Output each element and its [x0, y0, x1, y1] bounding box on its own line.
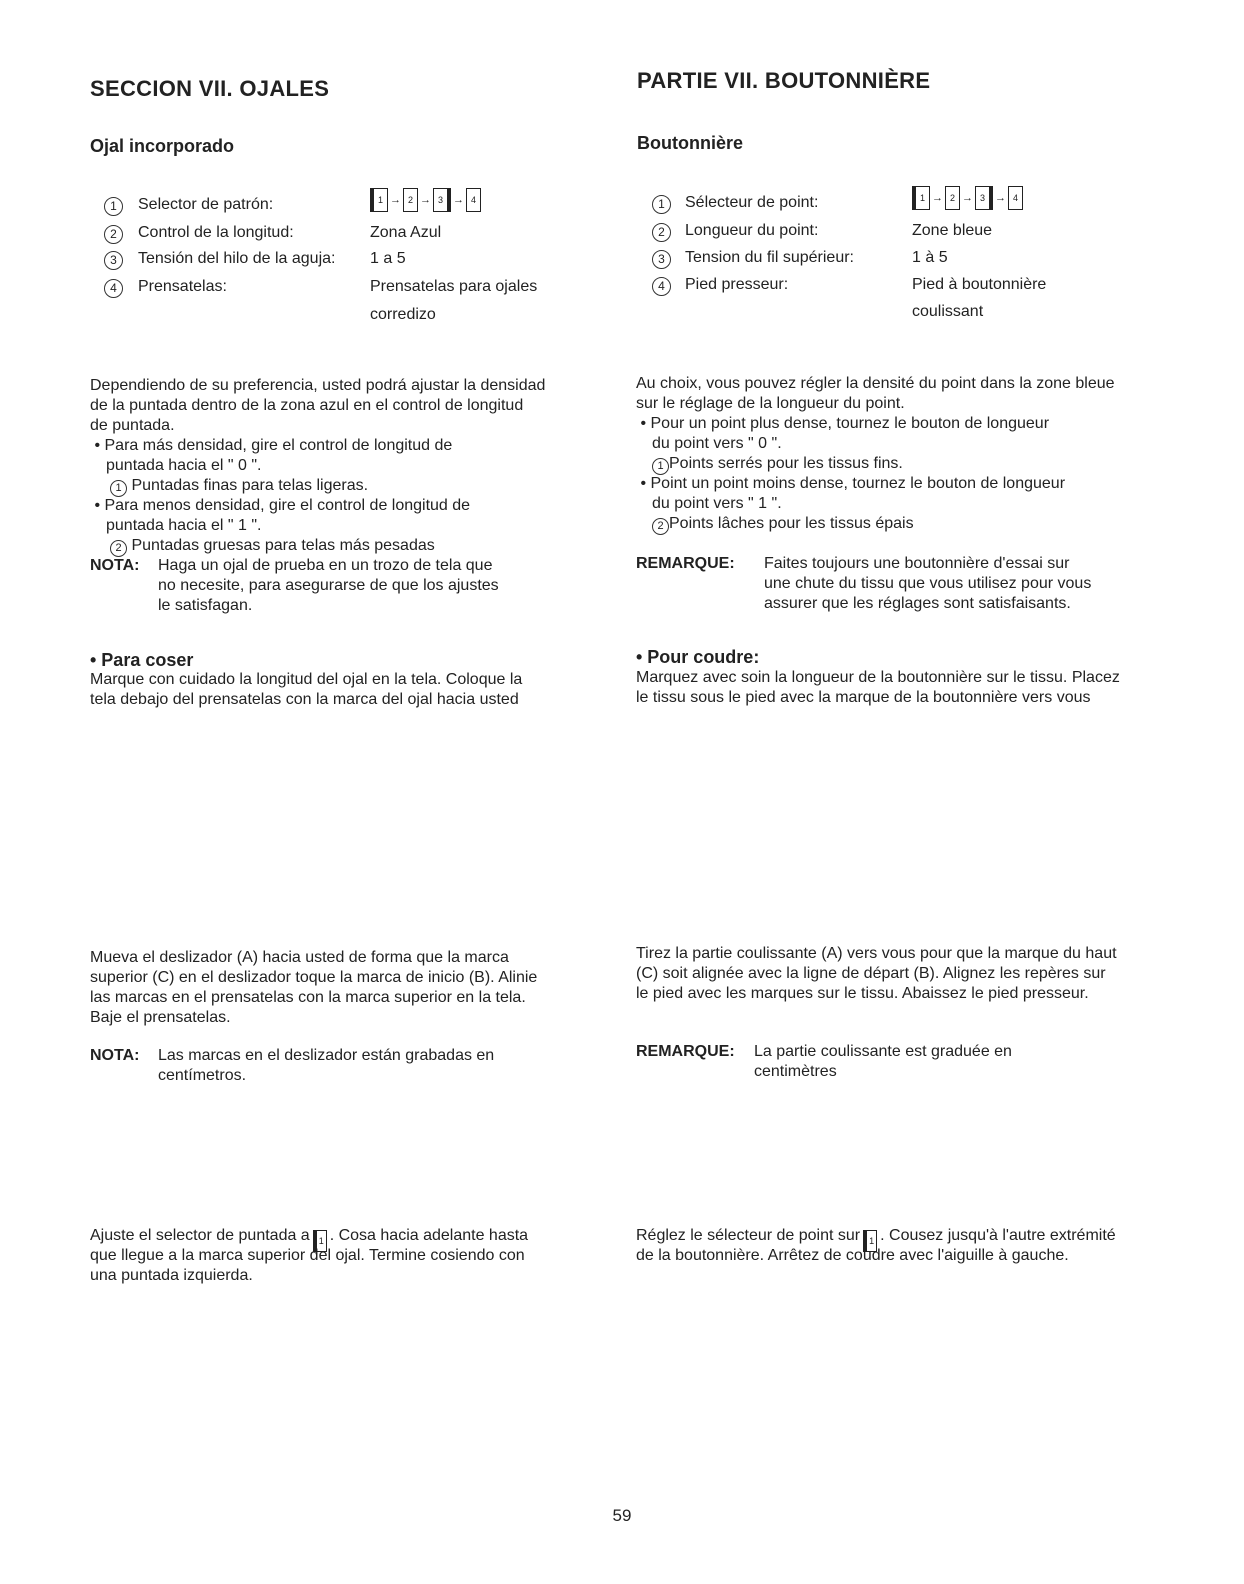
pattern-4-icon: 4	[1008, 186, 1023, 210]
sub-item: 1 Points serrés pour les tissus fins.	[636, 454, 1176, 474]
es-density-section	[90, 376, 590, 616]
note-line: le satisfagan.	[158, 597, 253, 614]
circled-number: 2	[652, 223, 671, 242]
bullet-line: • Para menos densidad, gire el control de longitud de	[90, 497, 471, 514]
es-setting-row	[104, 196, 584, 222]
page-number: 59	[612, 1506, 632, 1525]
bullet-line-cont: du point vers " 1 ".	[652, 495, 782, 512]
es-settings-list	[104, 196, 584, 346]
bullet-line: • Pour un point plus dense, tournez le bouton de longueur	[636, 415, 1050, 432]
fr-setting-label: Sélecteur de point:	[685, 194, 819, 211]
fr-sew-heading: • Pour coudre:	[636, 647, 760, 667]
es-setting-label: Control de la longitud:	[138, 224, 294, 241]
circled-number: 2	[104, 225, 123, 244]
es-setting-row	[104, 250, 584, 276]
es-sew-paragraph: Marque con cuidado la longitud del ojal en la tela. Coloque la tela debajo del prensatelas con la marca del ojal hacia usted	[90, 671, 523, 708]
paragraph-line: Dependiendo de su preferencia, usted podrá ajustar la densidad	[90, 377, 546, 394]
pattern-4-icon: 4	[466, 188, 481, 212]
paragraph-line: de la puntada dentro de la zona azul en el control de longitud	[90, 397, 524, 414]
fr-setting-row	[652, 276, 1152, 302]
fr-subtitle: Boutonnière	[637, 133, 743, 153]
circled-number: 1	[104, 197, 123, 216]
es-setting-label: Prensatelas:	[138, 278, 227, 295]
fr-setting-label: Pied presseur:	[685, 276, 789, 293]
paragraph-line: sur le réglage de la longueur du point.	[636, 395, 905, 412]
fr-move-paragraph: Tirez la partie coulissante (A) vers vous pour que la marque du haut (C) soit alignée avec la ligne de départ (B). Alignez les repères sur le pied avec les marques sur le tissu. Abaissez le pied presseur.	[636, 945, 1117, 1002]
es-setting-value: Zona Azul	[370, 224, 442, 241]
es-setting-label: Tensión del hilo de la aguja:	[138, 250, 336, 267]
es-setting-value: 1 a 5	[370, 250, 406, 267]
fr-section-title: PARTIE VII. BOUTONNIÈRE	[637, 68, 931, 93]
es-move-paragraph: Mueva el deslizador (A) hacia usted de forma que la marca superior (C) en el deslizador toque la marca de inicio (B). Alinie las marcas en el prensatelas con la marca superior en la tela. Baje el prensatelas.	[90, 949, 538, 1026]
es-setting-value-cont: corredizo	[370, 306, 436, 323]
es-note-2: NOTA: Las marcas en el deslizador están grabadas en centímetros.	[90, 1047, 495, 1084]
fr-setting-label: Longueur du point:	[685, 222, 819, 239]
es-final-paragraph: Ajuste el selector de puntada a 1 . Cosa hacia adelante hasta que llegue a la marca superior del ojal. Termine cosiendo con una puntada izquierda.	[90, 1227, 529, 1284]
bullet-line: • Point un point moins dense, tournez le bouton de longueur	[636, 475, 1066, 492]
es-setting-value: Prensatelas para ojales	[370, 278, 538, 295]
fr-settings-list	[652, 194, 1152, 344]
fr-density-section	[636, 374, 1176, 534]
es-setting-row	[104, 278, 584, 304]
fr-final-paragraph: Réglez le sélecteur de point sur 1 . Cousez jusqu'à l'autre extrémité de la boutonnière. Arrêtez de coudre avec l'aiguille à gauche.	[636, 1227, 1116, 1264]
stitch-1-icon: 1	[863, 1230, 877, 1252]
bullet-line-cont: puntada hacia el " 1 ".	[106, 517, 262, 534]
pattern-3-icon: 3	[433, 188, 451, 212]
fr-note-2: REMARQUE: La partie coulissante est graduée en centimètres	[636, 1043, 1012, 1080]
paragraph-line: de puntada.	[90, 417, 175, 434]
stitch-1-icon: 1	[313, 1230, 327, 1252]
pattern-2-icon: 2	[403, 188, 418, 212]
fr-note-1: REMARQUE: Faites toujours une boutonnière d'essai sur une chute du tissu que vous utilisez pour vous assurer que les réglages sont satisfaisants.	[636, 555, 1092, 612]
paragraph-line: Au choix, vous pouvez régler la densité du point dans la zone bleue	[636, 375, 1115, 392]
es-section-title: SECCION VII. OJALES	[90, 76, 330, 101]
pattern-1-icon: 1	[912, 186, 930, 210]
fr-setting-value: Zone bleue	[912, 222, 993, 239]
es-sew-heading: • Para coser	[90, 650, 194, 670]
pattern-selector-sequence: 1 → 2 → 3 → 4	[912, 186, 1023, 210]
bullet-line: • Para más densidad, gire el control de longitud de	[90, 437, 453, 454]
fr-setting-label: Tension du fil supérieur:	[685, 249, 854, 266]
pattern-2-icon: 2	[945, 186, 960, 210]
fr-setting-value-cont: coulissant	[912, 303, 984, 320]
pattern-selector-sequence: 1 → 2 → 3 → 4	[370, 188, 481, 212]
bullet-line-cont: du point vers " 0 ".	[652, 435, 782, 452]
fr-setting-value: Pied à boutonnière	[912, 276, 1047, 293]
fr-setting-value: 1 à 5	[912, 249, 948, 266]
sub-item: 2 Puntadas gruesas para telas más pesadas	[90, 536, 590, 556]
circled-number: 1	[652, 195, 671, 214]
pattern-3-icon: 3	[975, 186, 993, 210]
bullet-line-cont: puntada hacia el " 0 ".	[106, 457, 262, 474]
es-subtitle: Ojal incorporado	[90, 136, 235, 156]
circled-number: 4	[104, 279, 123, 298]
es-setting-row	[104, 224, 584, 250]
fr-setting-row	[652, 222, 1152, 248]
note: NOTA: Haga un ojal de prueba en un trozo de tela que	[90, 557, 493, 574]
sub-item: 1 Puntadas finas para telas ligeras.	[90, 476, 590, 496]
pattern-1-icon: 1	[370, 188, 388, 212]
circled-number: 3	[652, 250, 671, 269]
es-setting-label: Selector de patrón:	[138, 196, 274, 213]
circled-number: 3	[104, 251, 123, 270]
note-line: no necesite, para asegurarse de que los ajustes	[158, 577, 499, 594]
fr-setting-row	[652, 194, 1152, 220]
circled-number: 4	[652, 277, 671, 296]
fr-sew-paragraph: Marquez avec soin la longueur de la boutonnière sur le tissu. Placez le tissu sous le pied avec la marque de la boutonnière vers vous	[636, 669, 1120, 706]
fr-setting-row	[652, 249, 1152, 275]
sub-item: 2 Points lâches pour les tissus épais	[636, 514, 1176, 534]
